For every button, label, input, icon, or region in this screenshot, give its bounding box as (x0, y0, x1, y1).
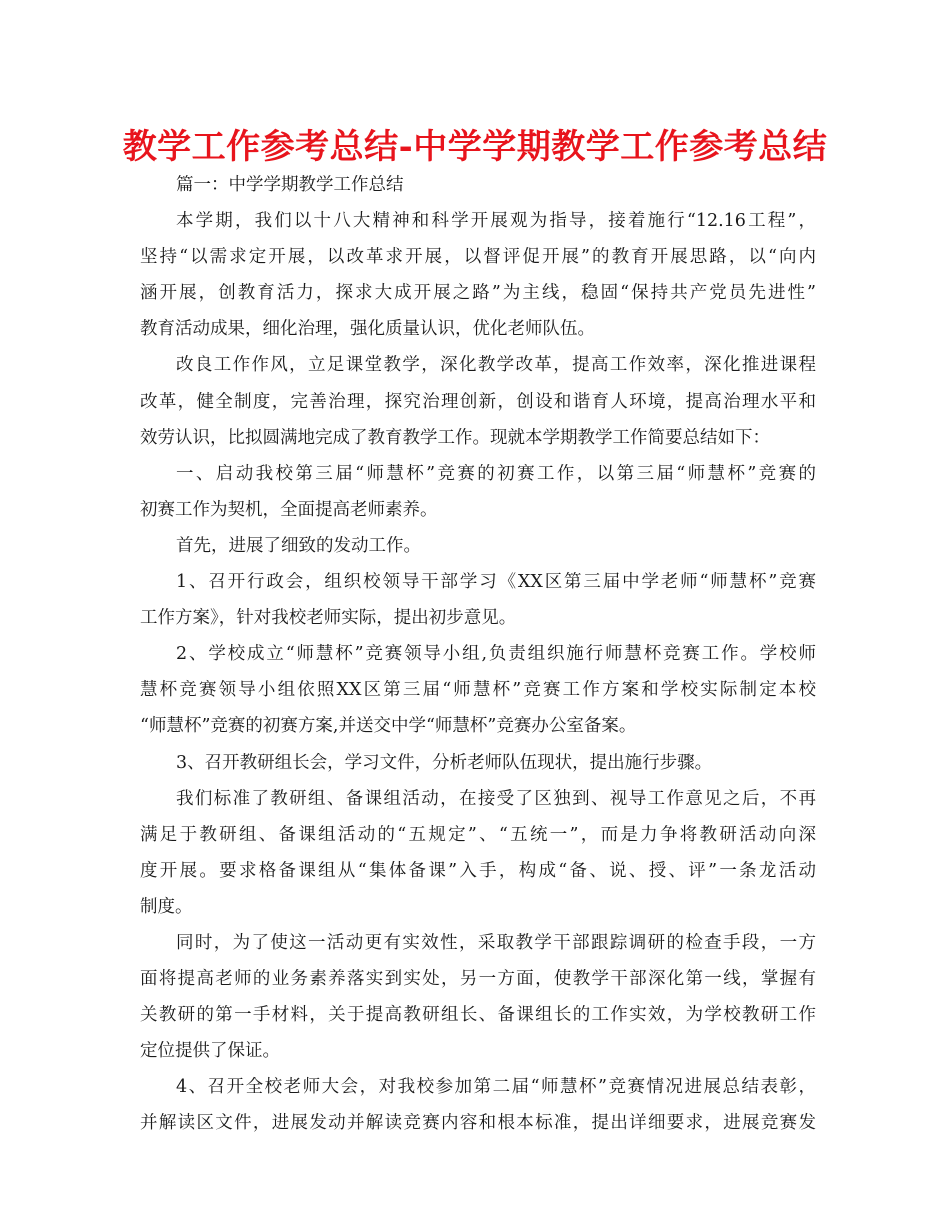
text-line: 3、召开教研组长会，学习文件，分析老师队伍现状，提出施行步骤。 (176, 752, 713, 773)
text-line: 满足于教研组、备课组活动的“五规定”、“五统一”，而是力争将教研活动向深 (140, 824, 816, 845)
text-line: 坚持“以需求定开展，以改革求开展，以督评促开展”的教育开展思路，以“向内 (140, 247, 816, 268)
text-line: 并解读区文件，进展发动并解读竞赛内容和根本标准，提出详细要求，进展竞赛发 (140, 1113, 816, 1134)
text-line: 4、召开全校老师大会，对我校参加第二届“师慧杯”竞赛情况进展总结表彰， (176, 1077, 816, 1098)
text-line: “师慧杯”竞赛的初赛方案,并送交中学“师慧杯”竞赛办公室备案。 (140, 716, 637, 737)
text-line: 面将提高老师的业务素养落实到实处，另一方面，使教学干部深化第一线，掌握有 (140, 969, 816, 990)
text-line: 慧杯竞赛领导小组依照XX区第三届“师慧杯”竞赛工作方案和学校实际制定本校 (140, 680, 816, 701)
text-line: 度开展。要求格备课组从“集体备课”入手，构成“备、说、授、评”一条龙活动 (140, 860, 816, 881)
text-line: 改良工作作风，立足课堂教学，深化教学改革，提高工作效率，深化推进课程 (176, 355, 816, 376)
document-title: 教学工作参考总结-中学学期教学工作参考总结 (122, 127, 828, 167)
text-line: 制度。 (140, 896, 193, 917)
text-line: 同时，为了使这一活动更有实效性，采取教学干部跟踪调研的检查手段，一方 (176, 932, 816, 953)
text-line: 定位提供了保证。 (140, 1041, 280, 1062)
text-line: 改革，健全制度，完善治理，探究治理创新，创设和谐育人环境，提高治理水平和 (140, 391, 816, 412)
text-line: 工作方案》，针对我校老师实际，提出初步意见。 (140, 608, 517, 629)
text-line: 篇一：中学学期教学工作总结 (176, 175, 404, 195)
text-line: 我们标准了教研组、备课组活动，在接受了区独到、视导工作意见之后，不再 (176, 788, 816, 809)
text-line: 1、召开行政会，组织校领导干部学习《XX区第三届中学老师“师慧杯”竞赛 (176, 572, 816, 593)
text-line: 初赛工作为契机，全面提高老师素养。 (140, 499, 438, 520)
text-line: 涵开展，创教育活力，探求大成开展之路”为主线，稳固“保持共产党员先进性” (140, 283, 816, 304)
text-line: 首先，进展了细致的发动工作。 (176, 535, 421, 556)
text-line: 效劳认识，比拟圆满地完成了教育教学工作。现就本学期教学工作简要总结如下： (140, 427, 770, 448)
text-line: 本学期，我们以十八大精神和科学开展观为指导，接着施行“12.16工程”， (176, 211, 816, 232)
text-line: 教育活动成果，细化治理，强化质量认识，优化老师队伍。 (140, 319, 595, 340)
text-line: 一、启动我校第三届“师慧杯”竞赛的初赛工作，以第三届“师慧杯”竞赛的 (176, 463, 816, 484)
text-line: 2、学校成立“师慧杯”竞赛领导小组,负责组织施行师慧杯竞赛工作。学校师 (176, 644, 816, 665)
document-body (140, 167, 816, 1142)
text-line: 关教研的第一手材料，关于提高教研组长、备课组长的工作实效，为学校教研工作 (140, 1005, 816, 1026)
